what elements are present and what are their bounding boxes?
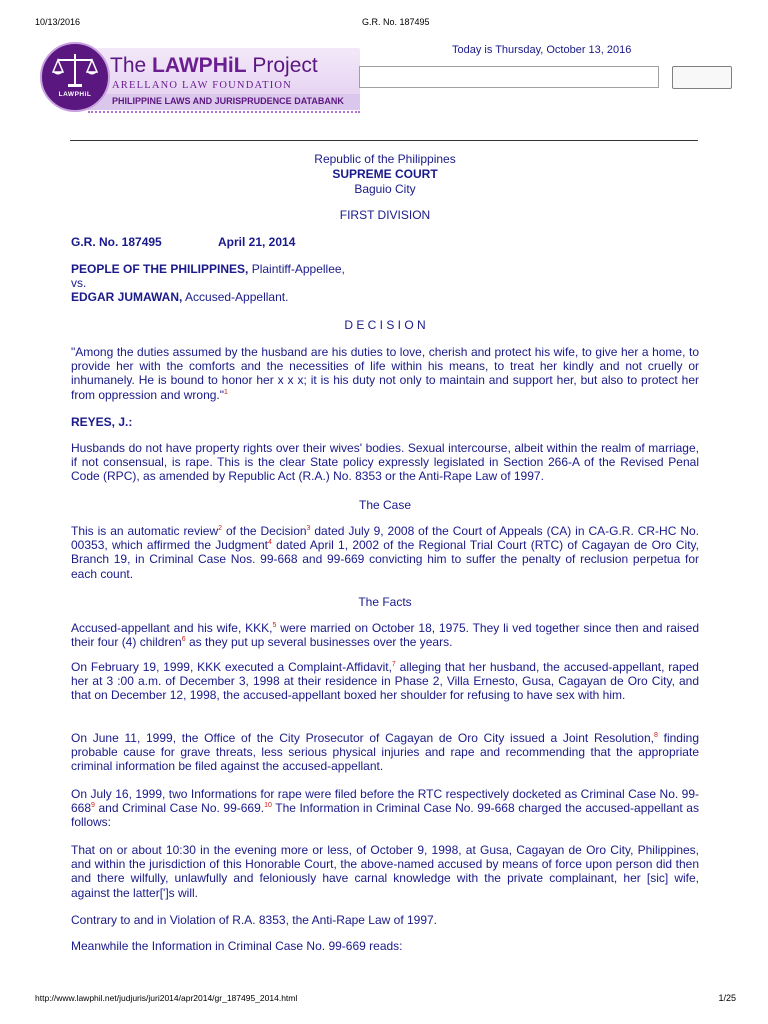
information-quote: That on or about 10:30 in the evening more or less, of October 9, 1998, at Gusa, Cagayan de Oro City, Philippines, and within the jurisdiction of this Honorable Court, the above-named accused by means of force upon person did then and there wilfully, unlawfully and feloniously have carnal knowledge with the private complainant, her [sic] wife, against the latter[']s will.	[71, 843, 699, 900]
footnote-ref[interactable]: 6	[181, 636, 186, 644]
paragraph-meanwhile: Meanwhile the Information in Criminal Case No. 99-669 reads:	[71, 939, 403, 953]
scales-of-justice-icon	[50, 50, 100, 90]
footnote-ref[interactable]: 8	[654, 732, 658, 739]
versus: vs.	[71, 276, 87, 290]
print-date: 10/13/2016	[35, 17, 81, 27]
footnote-ref[interactable]: 2	[218, 525, 223, 532]
paragraph-facts-2: On February 19, 1999, KKK executed a Complaint-Affidavit,$^7$ alleging that her husband, the accused-appellant, raped her at 3 :00 a.m. of December 3, 1998 at their residence in Phase 2, Villa Ernesto, Gusa, Cagayan de Oro City, and that on December 12, 1998, the accused-appellant boxed her shoulder for refusing to have sex with him.	[71, 660, 699, 703]
footnote-ref[interactable]: 9	[91, 802, 95, 810]
footnote-ref[interactable]: 1	[224, 388, 228, 396]
banner-title: The LAWPHiL Project	[110, 54, 318, 77]
heading-the-facts: The Facts	[358, 595, 412, 609]
paragraph-facts-1: Accused-appellant and his wife, KKK,$^5$ were married on October 18, 1975. They li ved together since then and raised their four (4) children$^6$ as they put up several businesses over the years.	[71, 621, 699, 650]
paragraph-facts-3: On June 11, 1999, the Office of the City Prosecutor of Cagayan de Oro City issued a Joint Resolution,$^8$ finding probable cause for grave threats, less serious physical injuries and rape and recommending that the appropriate criminal information be filed against the accused-appellant.	[71, 731, 699, 774]
paragraph-intro: Husbands do not have property rights over their wives' bodies. Sexual intercourse, albeit within the realm of marriage, if not consensual, is rape. This is the clear State policy expressly legislated in Section 266-A of the Revised Penal Code (RPC), as amended by Republic Act (R.A.) No. 8353 or the Anti-Rape Law of 1997.	[71, 441, 699, 484]
ponente: REYES, J.:	[71, 415, 133, 429]
today-date: Today is Thursday, October 13, 2016	[452, 44, 632, 56]
court-city: Baguio City	[354, 182, 416, 196]
search-button[interactable]	[672, 66, 732, 89]
banner-subtitle: ARELLANO LAW FOUNDATION	[112, 80, 292, 91]
paragraph-case: This is an automatic review$^2$ of the Decision$^3$ dated July 9, 2008 of the Court of Appeals (CA) in CA-G.R. CR-HC No. 00353, which affirmed the Judgment$^4$ dated April 1, 2002 of the Regional Trial Court (RTC) of Cagayan de Oro City, Branch 19, in Criminal Case Nos. 99-668 and 99-669 convicting him to suffer the penalty of reclusion perpetua for each count.	[71, 524, 699, 581]
print-page-number: 1/25	[718, 993, 736, 1003]
footnote-ref[interactable]: 4	[267, 539, 272, 547]
banner-strip-text: PHILIPPINE LAWS AND JURISPRUDENCE DATABANK	[112, 96, 344, 106]
print-url: http://www.lawphil.net/judjuris/juri2014/apr2014/gr_187495_2014.html	[35, 993, 298, 1003]
decision-date: April 21, 2014	[218, 235, 296, 249]
header-divider	[70, 140, 698, 141]
seal-caption: LAWPHiL	[58, 91, 92, 98]
banner-dots	[88, 108, 360, 113]
court-name: SUPREME COURT	[332, 167, 438, 181]
footnote-ref[interactable]: 5	[272, 622, 277, 629]
footnote-ref[interactable]: 7	[391, 661, 396, 668]
paragraph-facts-4: On July 16, 1999, two Informations for rape were filed before the RTC respectively docketed as Criminal Case No. $99-668^9$ and Criminal Case No. 99-669.10 The Information in Criminal Case No. 99-668 charged the accused-appellant as follows:	[71, 787, 699, 830]
decision-heading: D E C I S I O N	[344, 318, 426, 332]
gr-number: G.R. No. 187495	[71, 235, 162, 249]
party-plaintiff: PEOPLE OF THE PHILIPPINES, Plaintiff-Appellee,	[71, 262, 345, 276]
case-caption	[71, 235, 699, 249]
search-input[interactable]	[359, 66, 659, 88]
lawphil-seal-logo	[40, 42, 110, 112]
lawphil-banner[interactable]	[40, 42, 360, 114]
footnote-ref[interactable]: 10	[264, 802, 272, 810]
division: FIRST DIVISION	[339, 208, 431, 222]
print-title: G.R. No. 187495	[362, 17, 430, 27]
heading-the-case: The Case	[358, 498, 412, 512]
footnote-ref[interactable]: 3	[306, 525, 311, 532]
republic-line: Republic of the Philippines	[314, 152, 456, 166]
epigraph-paragraph: "Among the duties assumed by the husband are his duties to love, cherish and protect his wife, to give her a home, to provide her with the comforts and the necessities of life within his means, to treat her kindly and not cruelly or inhumanely. He is bound to honor her x x x; it is his duty not only to maintain and support her, but also to protect her from oppression and wrong."$^1$	[71, 345, 699, 402]
paragraph-contrary: Contrary to and in Violation of R.A. 8353, the Anti-Rape Law of 1997.	[71, 913, 438, 927]
party-accused: EDGAR JUMAWAN, Accused-Appellant.	[71, 290, 289, 304]
